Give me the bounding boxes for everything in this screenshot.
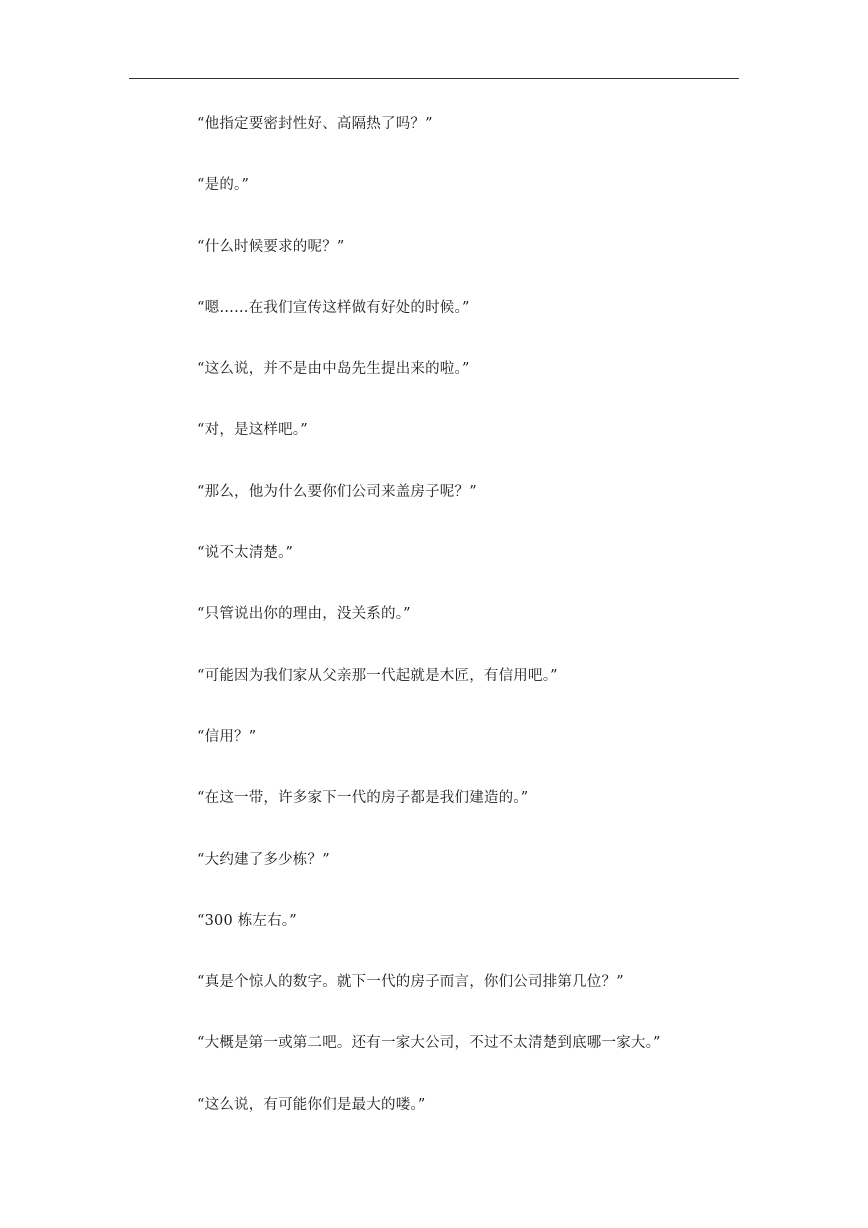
dialogue-line: “只管说出你的理由，没关系的。” [197, 606, 411, 623]
dialogue-line: “对，是这样吧。” [197, 422, 308, 439]
dialogue-line: “可能因为我们家从父亲那一代起就是木匠，有信用吧。” [197, 667, 558, 684]
dialogue-line: “是的。” [197, 177, 250, 194]
dialogue-line: “300 栋左右。” [197, 912, 297, 929]
dialogue-line: “这么说，并不是由中岛先生提出来的啦。” [197, 361, 470, 378]
dialogue-line: “什么时候要求的呢？” [197, 238, 345, 255]
dialogue-list [197, 114, 757, 1156]
dialogue-line: “大概是第一或第二吧。还有一家大公司，不过不太清楚到底哪一家大。” [197, 1035, 661, 1052]
dialogue-line: “信用？” [197, 728, 257, 745]
dialogue-line: “说不太清楚。” [197, 545, 294, 562]
dialogue-line: “大约建了多少栋？” [197, 851, 330, 868]
header-divider [129, 78, 739, 79]
dialogue-line: “这么说，有可能你们是最大的喽。” [197, 1096, 426, 1113]
dialogue-line: “嗯……在我们宣传这样做有好处的时候。” [197, 299, 470, 316]
dialogue-line: “在这一带，许多家下一代的房子都是我们建造的。” [197, 790, 529, 807]
dialogue-line: “真是个惊人的数字。就下一代的房子而言，你们公司排第几位？” [197, 974, 624, 991]
dialogue-line: “他指定要密封性好、高隔热了吗？” [197, 116, 433, 132]
dialogue-line: “那么，他为什么要你们公司来盖房子呢？” [197, 483, 477, 500]
